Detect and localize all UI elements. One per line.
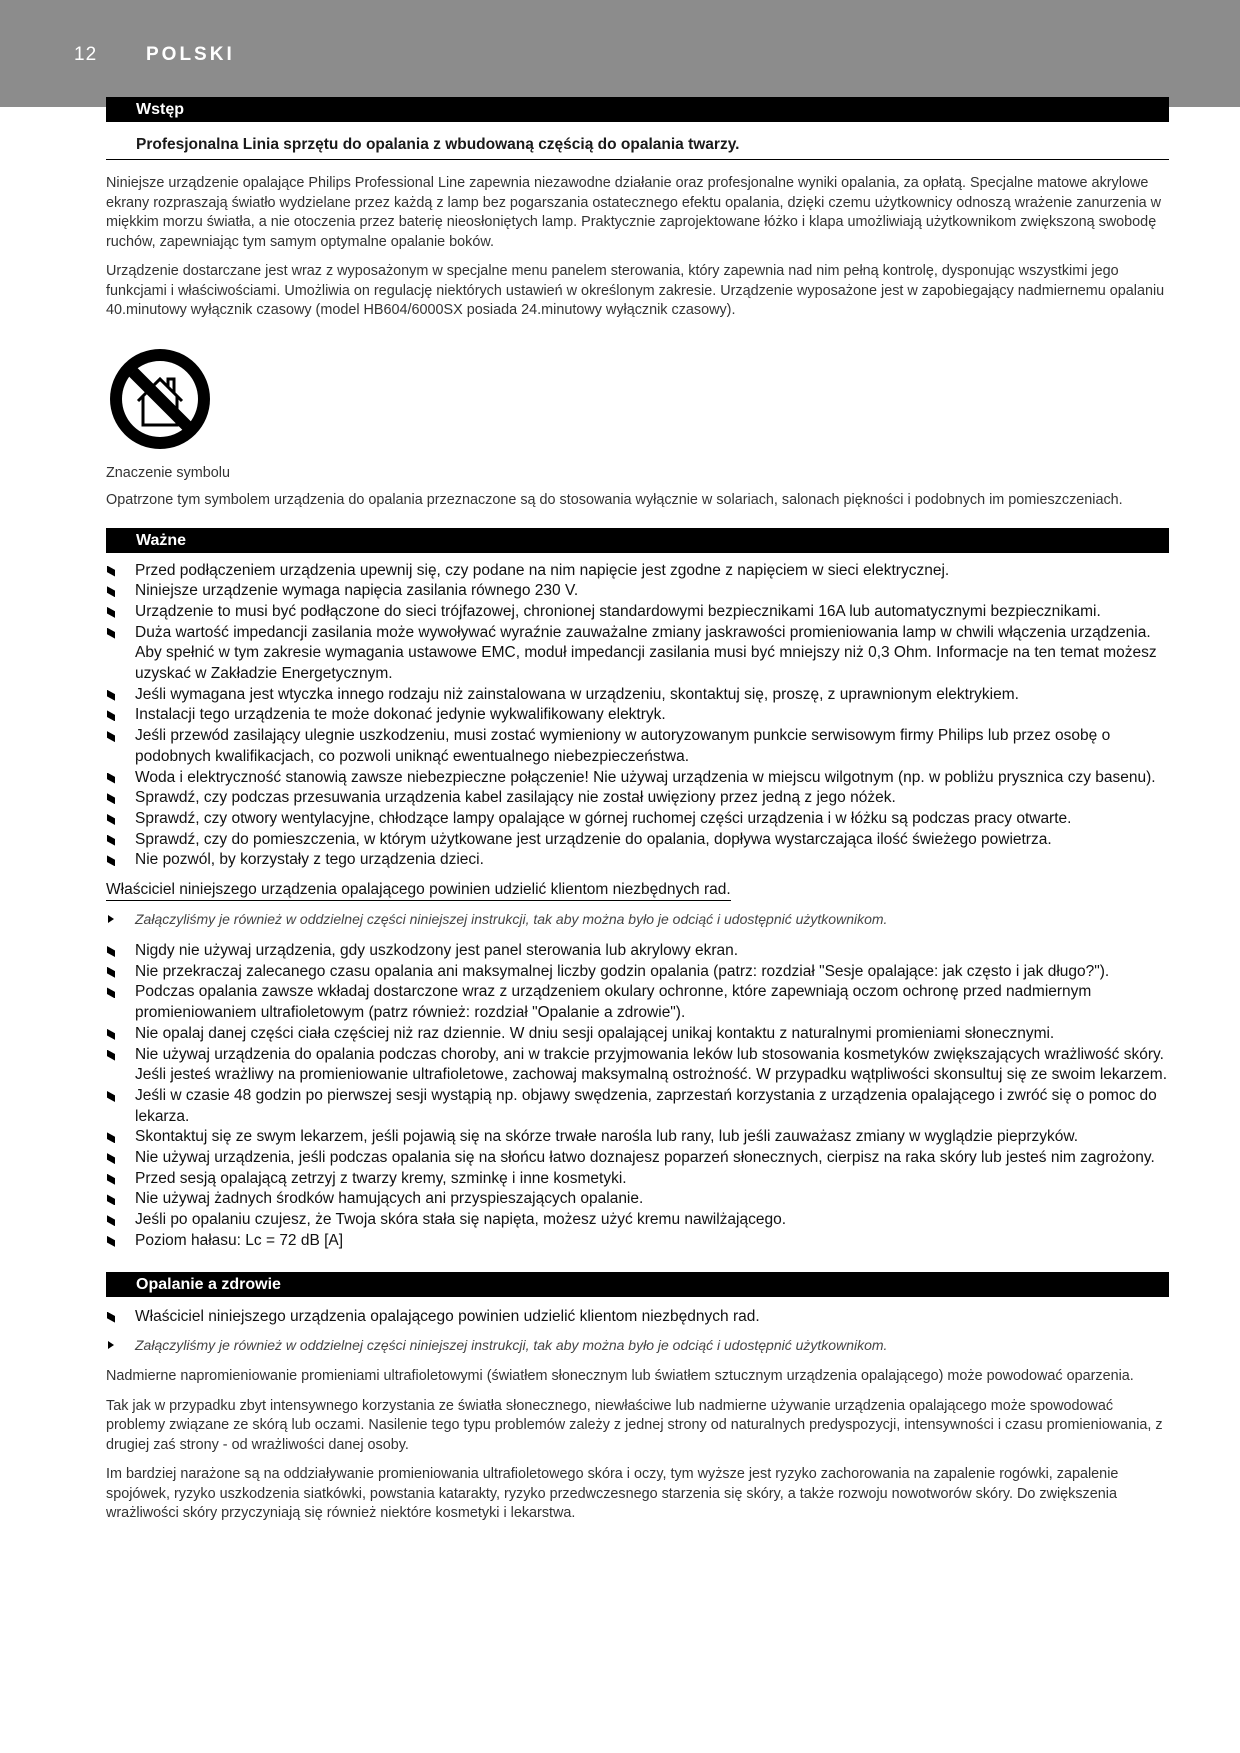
health-list xyxy=(106,1307,1169,1328)
list-item: Duża wartość impedancji zasilania może wywoływać wyraźnie zauważalne zmiany jaskrawości promieniowania lamp w chwili włączenia urządzenia. Aby spełnić w tym zakresie wymagania ustawowe EMC, moduł impedancji zasilania musi być mniejszy niż 0,3 Ohm. Informacje na ten temat możesz uzyskać w Zakładzie Energetycznym. xyxy=(106,623,1169,685)
list-item: Podczas opalania zawsze wkładaj dostarczone wraz z urządzeniem okulary ochronne, które zapewniają oczom ochronę przed nadmiernym promieniowaniem ultrafioletowym (patrz również: rozdział "Opalanie a zdrowie"). xyxy=(106,982,1169,1023)
list-item: Woda i elektryczność stanowią zawsze niebezpieczne połączenie! Nie używaj urządzenia w miejscu wilgotnym (np. w pobliżu prysznica czy basenu). xyxy=(106,768,1169,789)
list-item: Właściciel niniejszego urządzenia opalającego powinien udzielić klientom niezbędnych rad. xyxy=(106,1307,1169,1328)
intro-paragraph: Urządzenie dostarczane jest wraz z wyposażonym w specjalne menu panelem sterowania, który zapewnia nad nim pełną kontrolę, dysponując wszystkimi jego funkcjami i właściwościami. Umożliwia on regulację niektórych ustawień w określonym zakresie. Urządzenie wyposażone jest w zapobiegający nadmiernemu opalaniu 40.minutowy wyłącznik czasowy (model HB604/6000SX posiada 24.minutowy wyłącznik czasowy). xyxy=(106,263,1165,318)
list-item: Jeśli przewód zasilający ulegnie uszkodzeniu, musi zostać wymieniony w autoryzowanym punkcie serwisowym firmy Philips lub przez osobę o podobnych kwalifikacjach, co pozwoli uniknąć ewentualnego niebezpieczeństwa. xyxy=(106,726,1169,767)
section-title-important: Ważne xyxy=(106,528,1169,553)
list-item: Jeśli po opalaniu czujesz, że Twoja skóra stała się napięta, możesz użyć kremu nawilżającego. xyxy=(106,1210,1169,1231)
document-body xyxy=(106,97,1169,1534)
list-item: Skontaktuj się ze swym lekarzem, jeśli pojawią się na skórze trwałe narośla lub rany, lub jeśli zauważasz zmiany w wyglądzie pieprzyków. xyxy=(106,1127,1169,1148)
health-paragraph: Nadmierne napromieniowanie promieniami ultrafioletowymi (światłem słonecznym lub światłem sztucznym urządzenia opalającego) może powodować oparzenia. xyxy=(106,1368,1134,1385)
list-item: Nie pozwól, by korzystały z tego urządzenia dzieci. xyxy=(106,850,1169,871)
page-number: 12 xyxy=(74,44,98,65)
owner-note: Właściciel niniejszego urządzenia opalającego powinien udzielić klientom niezbędnych rad. xyxy=(106,879,731,901)
list-item: Jeśli wymagana jest wtyczka innego rodzaju niż zainstalowana w urządzeniu, skontaktuj się, proszę, z uprawnionym elektrykiem. xyxy=(106,685,1169,706)
list-item: Instalacji tego urządzenia te może dokonać jedynie wykwalifikowany elektryk. xyxy=(106,705,1169,726)
important-list-1 xyxy=(106,561,1169,872)
list-item: Niniejsze urządzenie wymaga napięcia zasilania równego 230 V. xyxy=(106,581,1169,602)
list-item: Sprawdź, czy do pomieszczenia, w którym użytkowane jest urządzenie do opalania, dopływa wystarczająca ilość świeżego powietrza. xyxy=(106,830,1169,851)
header-band xyxy=(0,0,1240,107)
list-item: Nie używaj żadnych środków hamujących ani przyspieszających opalanie. xyxy=(106,1189,1169,1210)
list-item: Urządzenie to musi być podłączone do sieci trójfazowej, chronionej standardowymi bezpiecznikami 16A lub automatycznymi bezpiecznikami. xyxy=(106,602,1169,623)
symbol-label: Znaczenie symbolu xyxy=(106,464,230,481)
tip-note: Załączyliśmy je również w oddzielnej części niniejszej instrukcji, tak aby można było je odciąć i udostępnić użytkownikom. xyxy=(106,1335,1169,1355)
section-title-health: Opalanie a zdrowie xyxy=(106,1272,1169,1297)
no-home-use-icon xyxy=(106,345,214,453)
important-list-2 xyxy=(106,941,1169,1252)
list-item: Poziom hałasu: Lc = 72 dB [A] xyxy=(106,1231,1169,1252)
list-item: Nie przekraczaj zalecanego czasu opalania ani maksymalnej liczby godzin opalania (patrz: rozdział "Sesje opalające: jak często i jak długo?"). xyxy=(106,962,1169,983)
list-item: Nie używaj urządzenia, jeśli podczas opalania się na słońcu łatwo doznajesz poparzeń słonecznych, cierpisz na raka skóry lub jesteś nim zagrożony. xyxy=(106,1148,1169,1169)
intro-subtitle: Profesjonalna Linia sprzętu do opalania z wbudowaną częścią do opalania twarzy. xyxy=(106,136,1169,160)
list-item: Nie opalaj danej części ciała częściej niż raz dziennie. W dniu sesji opalającej unikaj kontaktu z naturalnymi promieniami słonecznymi. xyxy=(106,1024,1169,1045)
tip-note: Załączyliśmy je również w oddzielnej części niniejszej instrukcji, tak aby można było je odciąć i udostępnić użytkownikom. xyxy=(106,909,1169,929)
list-item: Nigdy nie używaj urządzenia, gdy uszkodzony jest panel sterowania lub akrylowy ekran. xyxy=(106,941,1169,962)
language-label: POLSKI xyxy=(146,44,235,65)
list-item: Jeśli w czasie 48 godzin po pierwszej sesji wystąpią np. objawy swędzenia, zaprzestań korzystania z urządzenia opalającego i zwróć się o pomoc do lekarza. xyxy=(106,1086,1169,1127)
list-item: Przed podłączeniem urządzenia upewnij się, czy podane na nim napięcie jest zgodne z napięciem w sieci elektrycznej. xyxy=(106,561,1169,582)
list-item: Przed sesją opalającą zetrzyj z twarzy kremy, szminkę i inne kosmetyki. xyxy=(106,1169,1169,1190)
list-item: Sprawdź, czy podczas przesuwania urządzenia kabel zasilający nie został uwięziony przez jedną z jego nóżek. xyxy=(106,788,1169,809)
intro-paragraph: Niniejsze urządzenie opalające Philips Professional Line zapewnia niezawodne działanie oraz profesjonalne wyniki opalania, za opłatą. Specjalne matowe akrylowe ekrany rozpraszają światło wydzielane przez każdą z lamp bez pogarszania ostatecznego efektu opalania, dzięki czemu użytkownicy odnoszą wrażenie zanurzenia w miękkim morzu światła, a nie otoczenia przez baterię nieosłoniętych lamp. Praktycznie zaprojektowane łóżko i klapa umożliwiają użytkownikom zwiększoną swobodę ruchów, zapewniając tym samym optymalne opalanie boków. xyxy=(106,175,1162,250)
list-item: Nie używaj urządzenia do opalania podczas choroby, ani w trakcie przyjmowania leków lub stosowania kosmetyków zwiększających wrażliwość skóry. Jeśli jesteś wrażliwy na promieniowanie ultrafioletowe, zachowaj maksymalną ostrożność. W przypadku wątpliwości skonsultuj się ze swoim lekarzem. xyxy=(106,1045,1169,1086)
symbol-description: Opatrzone tym symbolem urządzenia do opalania przeznaczone są do stosowania wyłącznie w solariach, salonach piękności i podobnych im pomieszczeniach. xyxy=(106,492,1123,508)
section-title-intro: Wstęp xyxy=(106,97,1169,122)
health-paragraph: Im bardziej narażone są na oddziaływanie promieniowania ultrafioletowego skóra i oczy, tym wyższe jest ryzyko zachorowania na zapalenie rogówki, zapalenie spojówek, ryzyko uszkodzenia siatkówki, powstania katarakty, ryzyko przedwczesnego starzenia się skóry, a także rozwoju nowotworów skóry. Do zwiększenia wrażliwości skóry przyczyniają się również niektóre kosmetyki i lekarstwa. xyxy=(106,1466,1119,1522)
list-item: Sprawdź, czy otwory wentylacyjne, chłodzące lampy opalające w górnej ruchomej części urządzenia i w łóżku są podczas pracy otwarte. xyxy=(106,809,1169,830)
health-paragraph: Tak jak w przypadku zbyt intensywnego korzystania ze światła słonecznego, niewłaściwe lub nadmierne używanie urządzenia opalającego może spowodować problemy związane ze skórą lub oczami. Nasilenie tego typu problemów zależy z jednej strony od naturalnych predyspozycji, intensywności i czasu promieniowania, z drugiej zaś strony - od wrażliwości danej osoby. xyxy=(106,1397,1163,1453)
